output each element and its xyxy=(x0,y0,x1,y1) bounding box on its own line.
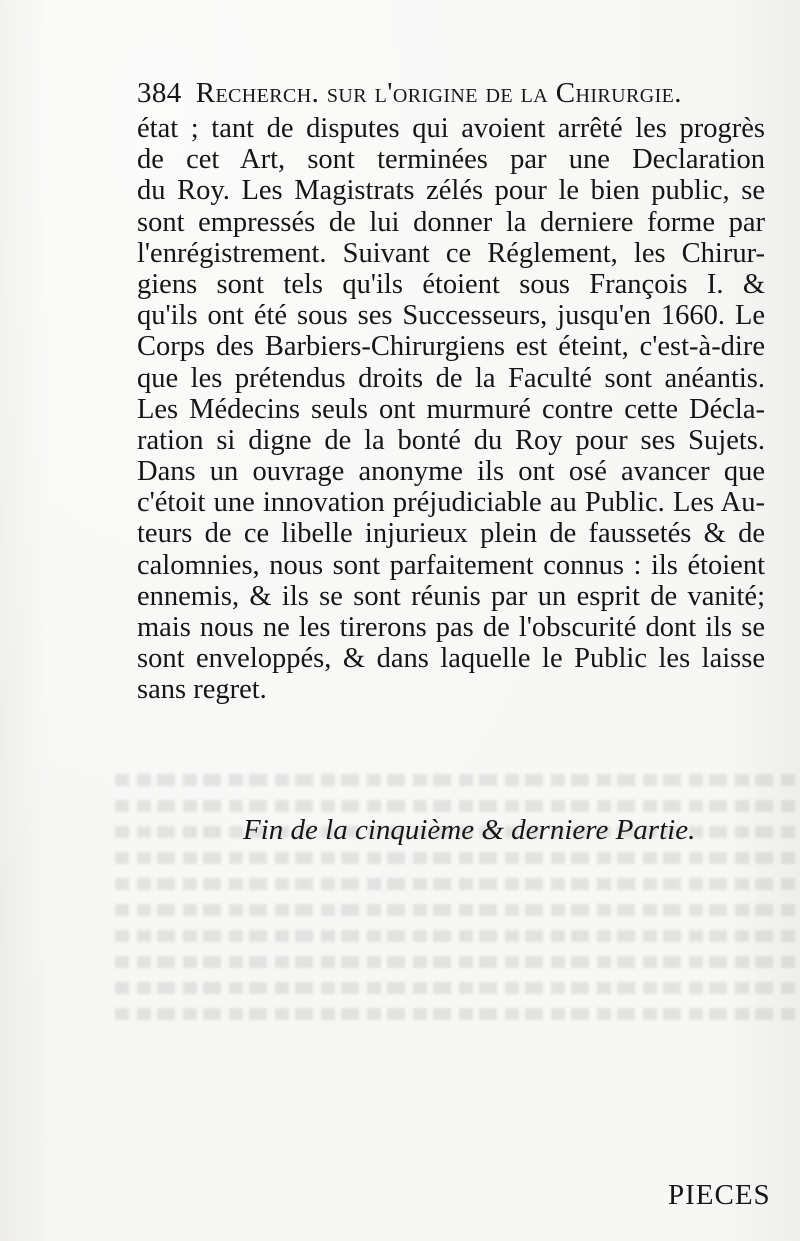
end-of-part-line: Fin de la cinquième & derniere Partie. xyxy=(243,814,696,846)
page-number: 384 xyxy=(137,77,182,109)
text-line: l'enrégistrement. Suivant ce Réglement, les Chirur- xyxy=(137,237,765,269)
text-line: Corps des Barbiers-Chirurgiens est éteint, c'est-à-dire xyxy=(137,331,765,363)
text-line: du Roy. Les Magistrats zélés pour le bien public, se xyxy=(137,175,765,207)
text-line: giens sont tels qu'ils étoient sous François I. & xyxy=(137,268,765,300)
text-line: Les Médecins seuls ont murmuré contre cette Décla- xyxy=(137,393,765,425)
text-line: mais nous ne les tirerons pas de l'obscurité dont ils se xyxy=(137,612,765,643)
text-line: qu'ils ont été sous ses Successeurs, jusqu'en 1660. Le xyxy=(137,300,765,332)
text-line: ration si digne de la bonté du Roy pour ses Sujets. xyxy=(137,424,765,456)
running-head: Recherch. sur l'origine de la Chirurgie. xyxy=(195,77,682,109)
text-line: que les prétendus droits de la Faculté sont anéantis. xyxy=(137,362,765,394)
text-line: de cet Art, sont terminées par une Declaration xyxy=(137,144,765,176)
text-line: c'étoit une innovation préjudiciable au Public. Les Au- xyxy=(137,487,765,519)
text-line: ennemis, & ils se sont réunis par un esprit de vanité; xyxy=(137,580,765,612)
page-header xyxy=(137,76,757,110)
text-line: teurs de ce libelle injurieux plein de faussetés & de xyxy=(137,518,765,550)
text-line: Dans un ouvrage anonyme ils ont osé avancer que xyxy=(137,456,765,488)
text-line: sans regret. xyxy=(137,674,267,706)
text-line: calomnies, nous sont parfaitement connus : ils étoient xyxy=(137,549,765,581)
body-text xyxy=(137,113,765,706)
text-line: sont enveloppés, & dans laquelle le Public les laisse xyxy=(137,643,765,675)
text-line: état ; tant de disputes qui avoient arrêté les progrès xyxy=(137,113,765,144)
text-line: sont empressés de lui donner la derniere forme par xyxy=(137,206,765,238)
catchword: PIECES xyxy=(668,1179,771,1211)
